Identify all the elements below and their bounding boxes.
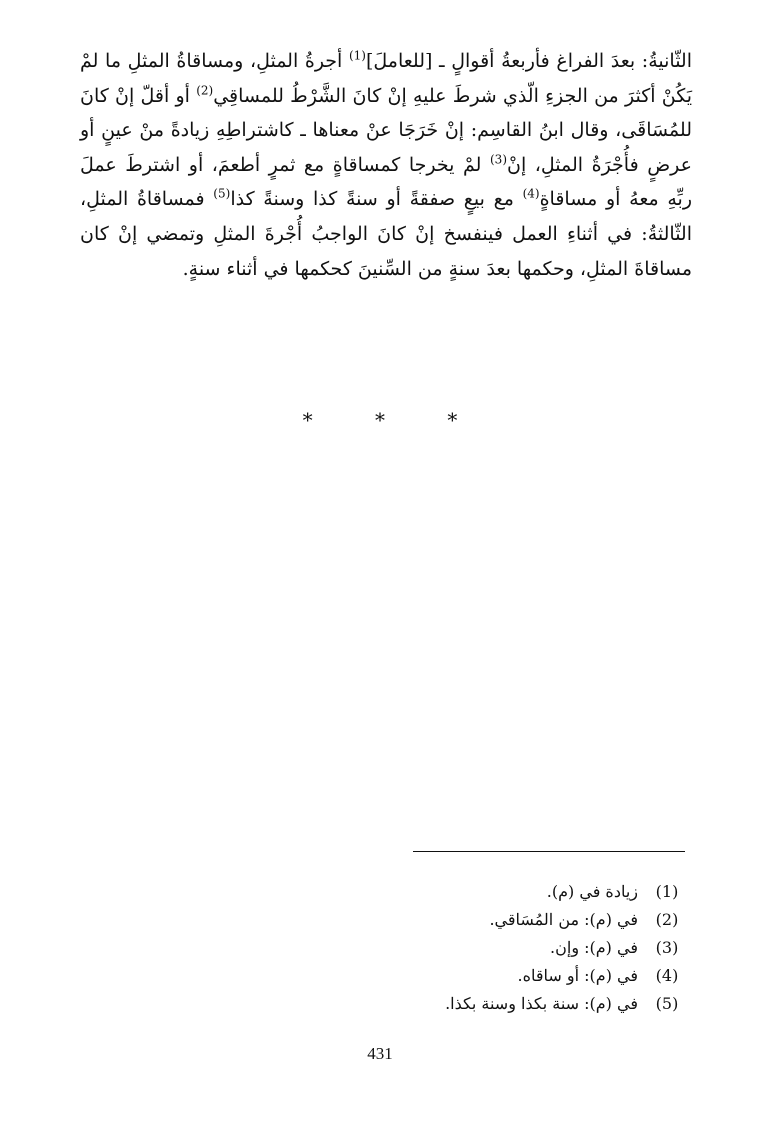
footnotes-list [122,878,682,1018]
footnote-number: (1) [655,882,679,901]
footnote-text: في (م): سنة بكذا وسنة بكذا. [445,994,638,1013]
footnote-ref-1[interactable]: (1) [348,48,366,63]
section-divider-asterisks: * * * [302,408,486,432]
footnote-item [122,878,682,906]
footnote-ref-4[interactable]: (4) [522,187,540,202]
text-segment: الثّانيةُ: بعدَ الفراغ فأربعةُ أقوالٍ ـ [للعاملَ] [365,50,692,72]
text-segment: أو أقلّ إنْ كانَ للمُسَاقَى، وقال ابنُ القاسِم: إنْ خَرَجَا عنْ معناها ـ كاشتراطِهِ زيادةً منْ عينٍ أو عرضٍ فأُجْرَةُ المثلِ، إنْ [80,84,692,176]
footnote-item [122,962,682,990]
footnote-ref-2[interactable]: (2) [196,83,214,98]
page-number: 431 [367,1044,393,1063]
footnote-text: في (م): من المُسَاقي. [489,910,638,929]
footnote-item [122,906,682,934]
text-segment: فمساقاةُ المثلِ، الثّالثةُ: في أثناءِ العمل فينفسخ إنْ كانَ الواجبُ أُجْرةَ المثلِ وتمضي إنْ كان مساقاةَ المثلِ، وحكمها بعدَ سنةٍ من السِّنينَ كحكمها في أثناء سنةٍ. [80,188,692,280]
footnote-text: زيادة في (م). [546,882,638,901]
footnote-item [122,934,682,962]
footnote-ref-5[interactable]: (5) [213,187,231,202]
text-segment: لمْ يخرجا كمساقاةٍ مع ثمرٍ أطعمَ، أو اشترطَ عملَ ربِّهِ معهُ أو مساقاةٍ [80,153,692,211]
footnote-number: (3) [655,938,679,957]
paragraph-body [80,44,692,286]
main-paragraph [80,44,692,286]
footnote-number: (4) [655,966,679,985]
footnote-ref-3[interactable]: (3) [489,152,507,167]
text-segment: أجرةُ المثلِ، ومساقاةُ المثلِ ما لمْ يَكُنْ أكثرَ من الجزءِ الّذي شرطَ عليهِ إنْ كانَ الشَّرْطُ للمساقِي [80,50,692,107]
footnote-number: (5) [655,994,679,1013]
footnote-item [122,990,682,1018]
footnote-text: في (م): أو ساقاه. [517,966,638,985]
footnote-separator-line [413,851,685,852]
footnote-number: (2) [655,910,679,929]
text-segment: مع بيعٍ صفقةً أو سنةً كذا وسنةً كذا [230,188,523,211]
footnote-text: في (م): وإن. [550,938,638,957]
